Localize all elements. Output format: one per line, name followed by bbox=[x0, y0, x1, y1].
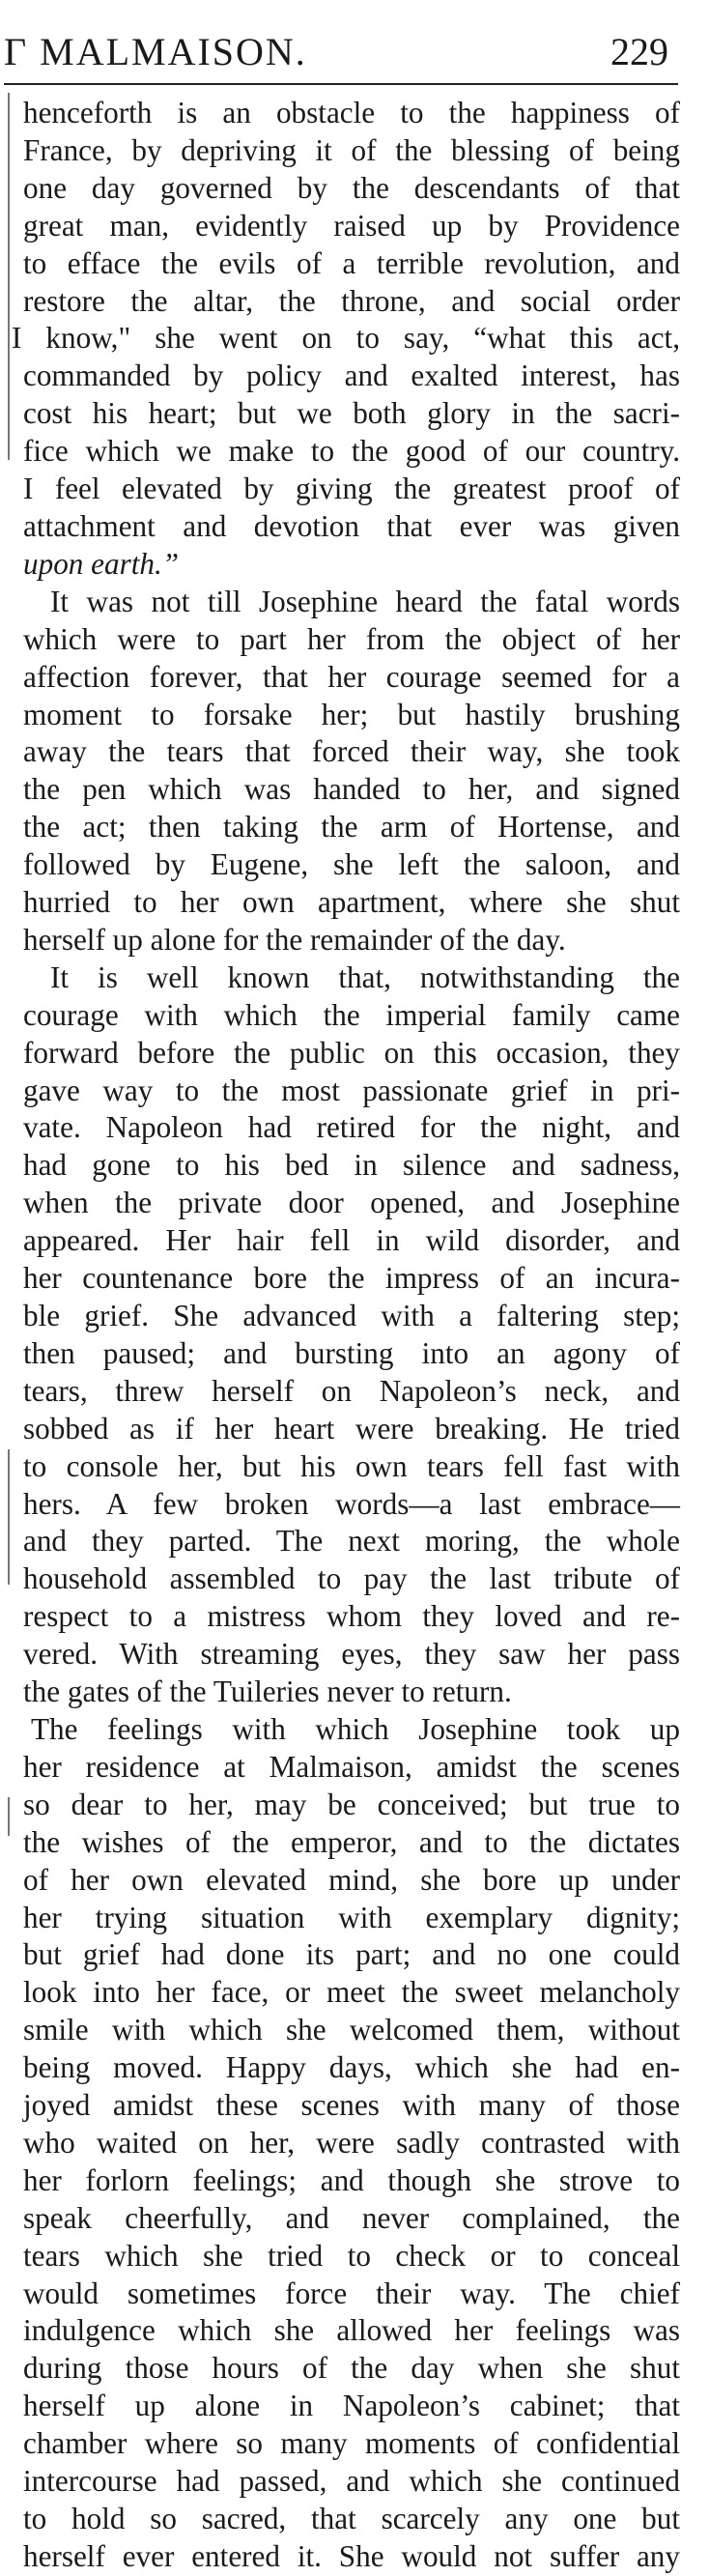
text-line: tears, threw herself on Napoleon’s neck, and bbox=[23, 1373, 680, 1408]
page-header bbox=[4, 29, 680, 87]
text-line: her countenance bore the impress of an incura- bbox=[23, 1261, 680, 1296]
text-line: her forlorn feelings; and though she strove to bbox=[23, 2162, 680, 2197]
text-line: speak cheerfully, and never complained, the bbox=[23, 2200, 680, 2235]
paragraph-start: The feelings with which Josephine took up bbox=[31, 1711, 680, 1746]
body-text bbox=[12, 95, 680, 2576]
text-line: I know," she went on to say, “what this act, bbox=[12, 321, 680, 356]
text-line: henceforth is an obstacle to the happiness of bbox=[23, 96, 680, 129]
page-number: 229 bbox=[610, 30, 668, 73]
text-line: one day governed by the descendants of that bbox=[23, 170, 680, 205]
text-line: attachment and devotion that ever was given bbox=[23, 508, 680, 543]
text-line: France, by depriving it of the blessing of being bbox=[23, 132, 680, 167]
text-line: I feel elevated by giving the greatest proof of bbox=[23, 472, 680, 506]
text-line: then paused; and bursting into an agony of bbox=[23, 1335, 680, 1370]
text-line: ble grief. She advanced with a faltering step; bbox=[23, 1299, 680, 1332]
text-line: look into her face, or meet the sweet melancholy bbox=[23, 1975, 680, 2010]
text-line: vered. With streaming eyes, they saw her pass bbox=[23, 1637, 680, 1672]
text-line: during those hours of the day when she shut bbox=[23, 2351, 680, 2386]
text-line: household assembled to pay the last tribute of bbox=[23, 1561, 680, 1596]
text-line: courage with which the imperial family came bbox=[23, 997, 680, 1032]
text-line: to console her, but his own tears fell fast with bbox=[23, 1448, 680, 1483]
text-line: intercourse had passed, and which she continued bbox=[23, 2464, 680, 2499]
text-line: hers. A few broken words—a last embrace— bbox=[23, 1486, 680, 1521]
paragraph-start: It is well known that, notwithstanding the bbox=[50, 959, 680, 994]
text-line: affection forever, that her courage seemed for a bbox=[23, 659, 680, 694]
text-line: the act; then taking the arm of Hortense, and bbox=[23, 810, 680, 844]
paragraph-start: It was not till Josephine heard the fatal words bbox=[50, 584, 680, 618]
margin-line bbox=[8, 93, 10, 460]
text-line: forward before the public on this occasion, they bbox=[23, 1035, 680, 1070]
text-line: to hold so sacred, that scarcely any one but bbox=[23, 2502, 680, 2535]
text-line: away the tears that forced their way, she took bbox=[23, 734, 680, 769]
text-line: cost his heart; but we both glory in the sacri- bbox=[23, 396, 680, 431]
running-head: Γ MALMAISON. bbox=[4, 30, 307, 73]
text-line: respect to a mistress whom they loved and re- bbox=[23, 1599, 680, 1634]
text-line: to efface the evils of a terrible revolution, and bbox=[23, 245, 680, 280]
text-line: upon earth.” bbox=[23, 546, 180, 581]
text-line: herself up alone for the remainder of the day. bbox=[23, 922, 566, 957]
text-line: chamber where so many moments of confidential bbox=[23, 2426, 680, 2461]
text-line: appeared. Her hair fell in wild disorder, and bbox=[23, 1223, 680, 1258]
margin-line bbox=[8, 1797, 10, 1836]
text-line: restore the altar, the throne, and social order bbox=[23, 283, 680, 318]
text-line: joyed amidst these scenes with many of those bbox=[23, 2088, 680, 2123]
text-line: but grief had done its part; and no one could bbox=[23, 1937, 680, 1972]
text-line: would sometimes force their way. The chief bbox=[23, 2275, 680, 2310]
text-line: smile with which she welcomed them, without bbox=[23, 2013, 680, 2047]
text-line: the pen which was handed to her, and signed bbox=[23, 772, 680, 807]
text-line: moment to forsake her; but hastily brushing bbox=[23, 697, 680, 731]
text-line: the wishes of the emperor, and to the dictates bbox=[23, 1824, 680, 1859]
text-line: which were to part her from the object of her bbox=[23, 621, 680, 656]
text-line: being moved. Happy days, which she had en- bbox=[23, 2050, 680, 2085]
text-line: had gone to his bed in silence and sadness, bbox=[23, 1148, 680, 1183]
text-line: indulgence which she allowed her feelings was bbox=[23, 2313, 680, 2348]
text-line: tears which she tried to check or to conceal bbox=[23, 2238, 680, 2273]
text-line: so dear to her, may be conceived; but true to bbox=[23, 1787, 680, 1821]
text-line: and they parted. The next moring, the whole bbox=[23, 1524, 680, 1559]
text-line: her trying situation with exemplary dignity; bbox=[23, 1900, 680, 1934]
margin-line bbox=[8, 1449, 10, 1585]
text-line: commanded by policy and exalted interest, has bbox=[23, 358, 680, 393]
text-line: her residence at Malmaison, amidst the scenes bbox=[23, 1749, 680, 1784]
text-line: gave way to the most passionate grief in pri- bbox=[23, 1073, 680, 1107]
text-line: sobbed as if her heart were breaking. He tried bbox=[23, 1411, 680, 1445]
text-line: when the private door opened, and Josephine bbox=[23, 1186, 680, 1220]
text-line: herself up alone in Napoleon’s cabinet; that bbox=[23, 2389, 680, 2423]
header-rule bbox=[4, 83, 678, 85]
text-line: hurried to her own apartment, where she shut bbox=[23, 885, 680, 920]
text-line: herself ever entered it. She would not suffer any bbox=[23, 2538, 680, 2573]
text-line: vate. Napoleon had retired for the night, and bbox=[23, 1110, 680, 1145]
text-line: the gates of the Tuileries never to return. bbox=[23, 1674, 512, 1709]
text-line: of her own elevated mind, she bore up under bbox=[23, 1862, 680, 1897]
text-line: who waited on her, were sadly contrasted with bbox=[23, 2125, 680, 2160]
text-line: followed by Eugene, she left the saloon, and bbox=[23, 847, 680, 882]
text-line: fice which we make to the good of our country. bbox=[23, 434, 680, 469]
text-line: great man, evidently raised up by Providence bbox=[23, 208, 680, 243]
